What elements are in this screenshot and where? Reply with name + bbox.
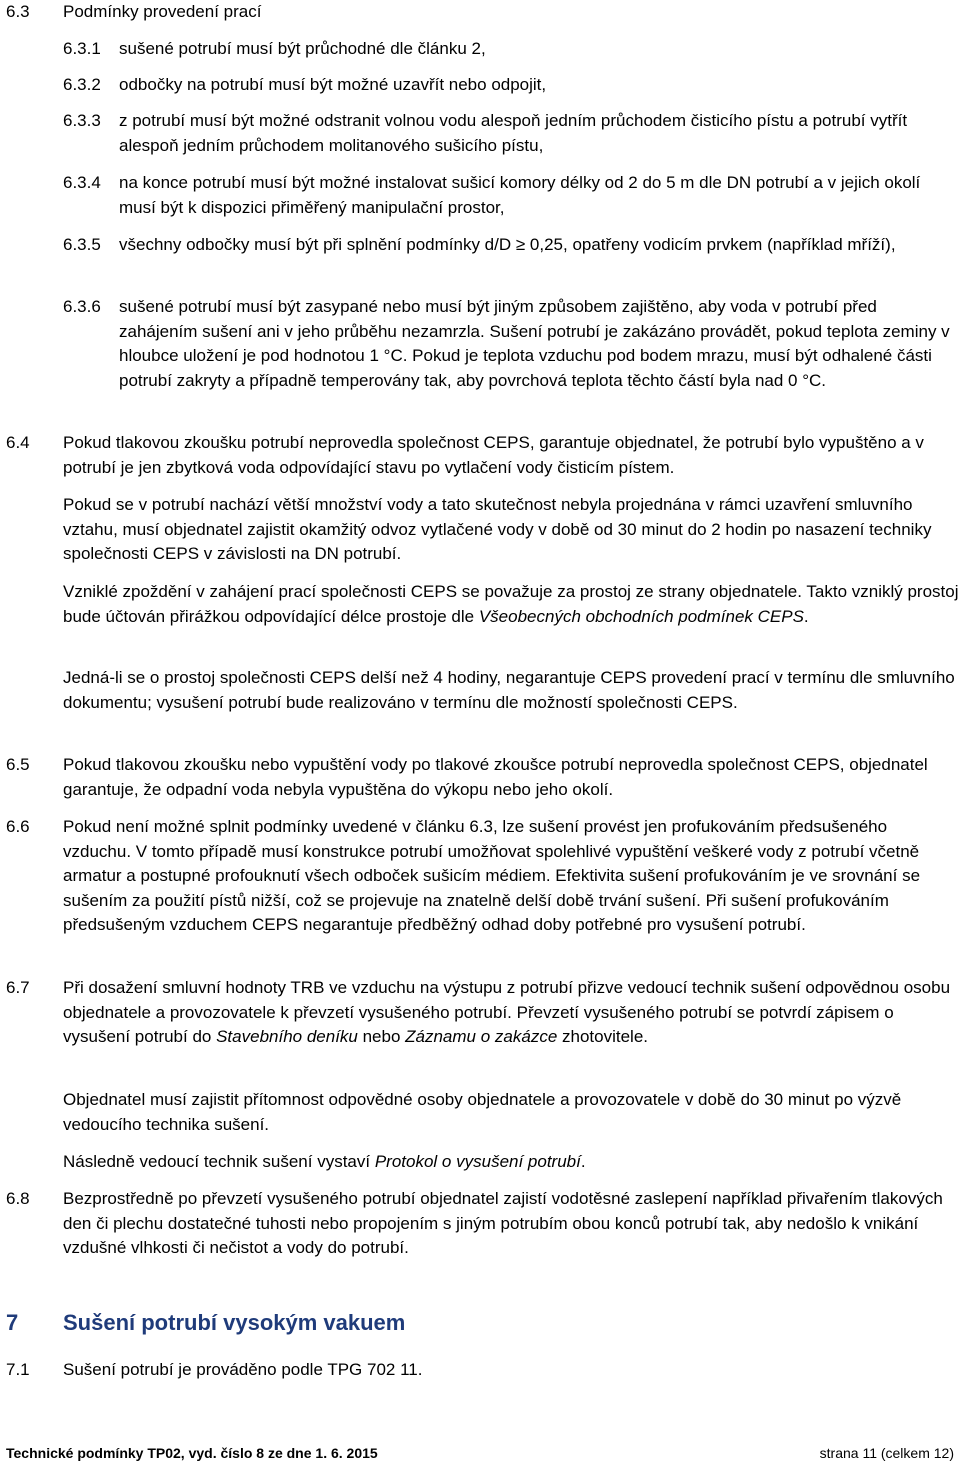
document-reference: Všeobecných obchodních podmínek CEPS [478,606,804,626]
section-number: 6.3 [6,2,30,21]
item-text: na konce potrubí musí být možné instalovat sušicí komory délky od 2 do 5 m dle DN potrubí a v jejich okolí musí být k dispozici přiměřený manipulační prostor, [119,173,921,217]
section-text: Bezprostředně po převzetí vysušeného potrubí objednatel zajistí vodotěsné zaslepení například přivařením tlakových den či plechu dostatečné tuhosti nebo propojením s jiným potrubím obou konců potrubí tak, aby nedošlo k vnikání vzdušné vlhkosti či nečistot a vody do potrubí. [63,1189,943,1258]
section-number: 6.4 [6,433,30,452]
section-number: 6.5 [6,755,30,774]
item-number: 6.3.6 [63,297,101,316]
document-reference: Záznamu o zakázce [405,1027,558,1047]
section-number: 7.1 [6,1360,30,1379]
item-number: 6.3.4 [63,173,101,192]
item-text: z potrubí musí být možné odstranit volnou vodu alespoň jedním průchodem čisticího pístu a potrubí vytřít alespoň jedním průchodem molitanového sušicího pístu, [119,111,908,155]
section-number: 6.7 [6,978,30,997]
chapter-number: 7 [6,1310,19,1335]
paragraph-text: zhotovitele. [557,1027,649,1047]
paragraph-text: Následně vedoucí technik sušení vystaví [63,1152,375,1171]
section-text: Sušení potrubí je prováděno podle TPG 702 11. [63,1360,423,1379]
item-number: 6.3.3 [63,111,101,130]
paragraph-text: Vzniklé zpoždění v zahájení prací společnosti CEPS se považuje za prostoj ze strany objednatele. Takto vzniklý prostoj bude účtován přirážkou odpovídající délce prostoje dle [63,582,959,626]
paragraph-text: . [803,606,809,626]
item-number: 6.3.1 [63,39,101,58]
item-number: 6.3.5 [63,235,101,254]
item-text: všechny odbočky musí být při splnění podmínky d/D ≥ 0,25, opatřeny vodicím prvkem (například mříží), [119,235,896,254]
paragraph-text: Při dosažení smluvní hodnoty TRB ve vzduchu na výstupu z potrubí přizve vedoucí technik sušení odpovědnou osobu objednatele a provozovatele k převzetí vysušeného potrubí. Převzetí vysušeného potrubí se potvrdí zápisem o vysušení potrubí do [63,978,951,1047]
section-title: Podmínky provedení prací [63,2,262,21]
section-6-4-paragraph-3 [63,580,960,629]
section-text: Pokud tlakovou zkoušku nebo vypuštění vody po tlakové zkoušce potrubí neprovedla společnost CEPS, objednatel garantuje, že odpadní voda nebyla vypuštěna do výkopu nebo jeho okolí. [63,755,928,799]
paragraph-text: . [580,1152,586,1171]
item-number: 6.3.2 [63,75,101,94]
chapter-title: Sušení potrubí vysokým vakuem [63,1310,406,1335]
section-6-4-paragraph-2: Pokud se v potrubí nachází větší množství vody a tato skutečnost nebyla projednána v rámci uzavření smluvního vztahu, musí objednatel zajistit okamžitý odvoz vytlačené vody v době od 30 minut do 2 hodin po nasazení techniky společnosti CEPS v závislosti na DN potrubí. [63,495,932,564]
item-text: odbočky na potrubí musí být možné uzavřít nebo odpojit, [119,75,547,94]
section-text: Pokud není možné splnit podmínky uvedené v článku 6.3, lze sušení provést jen profukováním předsušeného vzduchu. V tomto případě musí konstrukce potrubí umožňovat spolehlivé vypuštění veškeré vody z potrubí včetně armatur a postupné profouknutí všech odboček sušicím médiem. Efektivita sušení profukováním je ve srovnání se sušením za použití pístů nižší, což se projevuje na znatelně delší době trvání sušení. Při sušení profukováním předsušeným vzduchem CEPS negarantuje předběžný odhad doby potřebné pro vysušení potrubí. [63,817,921,935]
footer-page-number: strana 11 (celkem 12) [819,1445,954,1461]
footer-document-info: Technické podmínky TP02, vyd. číslo 8 ze dne 1. 6. 2015 [6,1445,378,1461]
document-reference: Protokol o vysušení potrubí [374,1152,581,1171]
section-6-7-paragraph-3 [63,1150,960,1175]
section-6-7-paragraph-2: Objednatel musí zajistit přítomnost odpovědné osoby objednatele a provozovatele v době do 30 minut po výzvě vedoucího technika sušení. [63,1090,902,1134]
section-number: 6.8 [6,1189,30,1208]
item-text: sušené potrubí musí být průchodné dle článku 2, [119,39,486,58]
section-number: 6.6 [6,817,30,836]
document-reference: Stavebního deníku [216,1027,358,1047]
section-6-4-paragraph-1: Pokud tlakovou zkoušku potrubí neprovedla společnost CEPS, garantuje objednatel, že potrubí bylo vypuštěno a v potrubí je jen zbytková voda odpovídající stavu po vytlačení vody čisticím pístem. [63,433,924,477]
item-text: sušené potrubí musí být zasypané nebo musí být jiným způsobem zajištěno, aby voda v potrubí před zahájením sušení ani v jeho průběhu nezamrzla. Sušení potrubí je zakázáno provádět, pokud teplota zeminy v hloubce uložení je pod hodnotou 1 °C. Pokud je teplota vzduchu pod bodem mrazu, musí být odhalené části potrubí zakryty a případně temperovány tak, aby povrchová teplota těchto částí byla nad 0 °C. [119,297,950,390]
section-6-4-paragraph-4: Jedná-li se o prostoj společnosti CEPS delší než 4 hodiny, negarantuje CEPS provedení prací v termínu dle smluvního dokumentu; vysušení potrubí bude realizováno v termínu dle možností společnosti CEPS. [63,668,955,712]
paragraph-text: nebo [357,1027,406,1047]
section-6-7-paragraph-1 [63,976,960,1050]
